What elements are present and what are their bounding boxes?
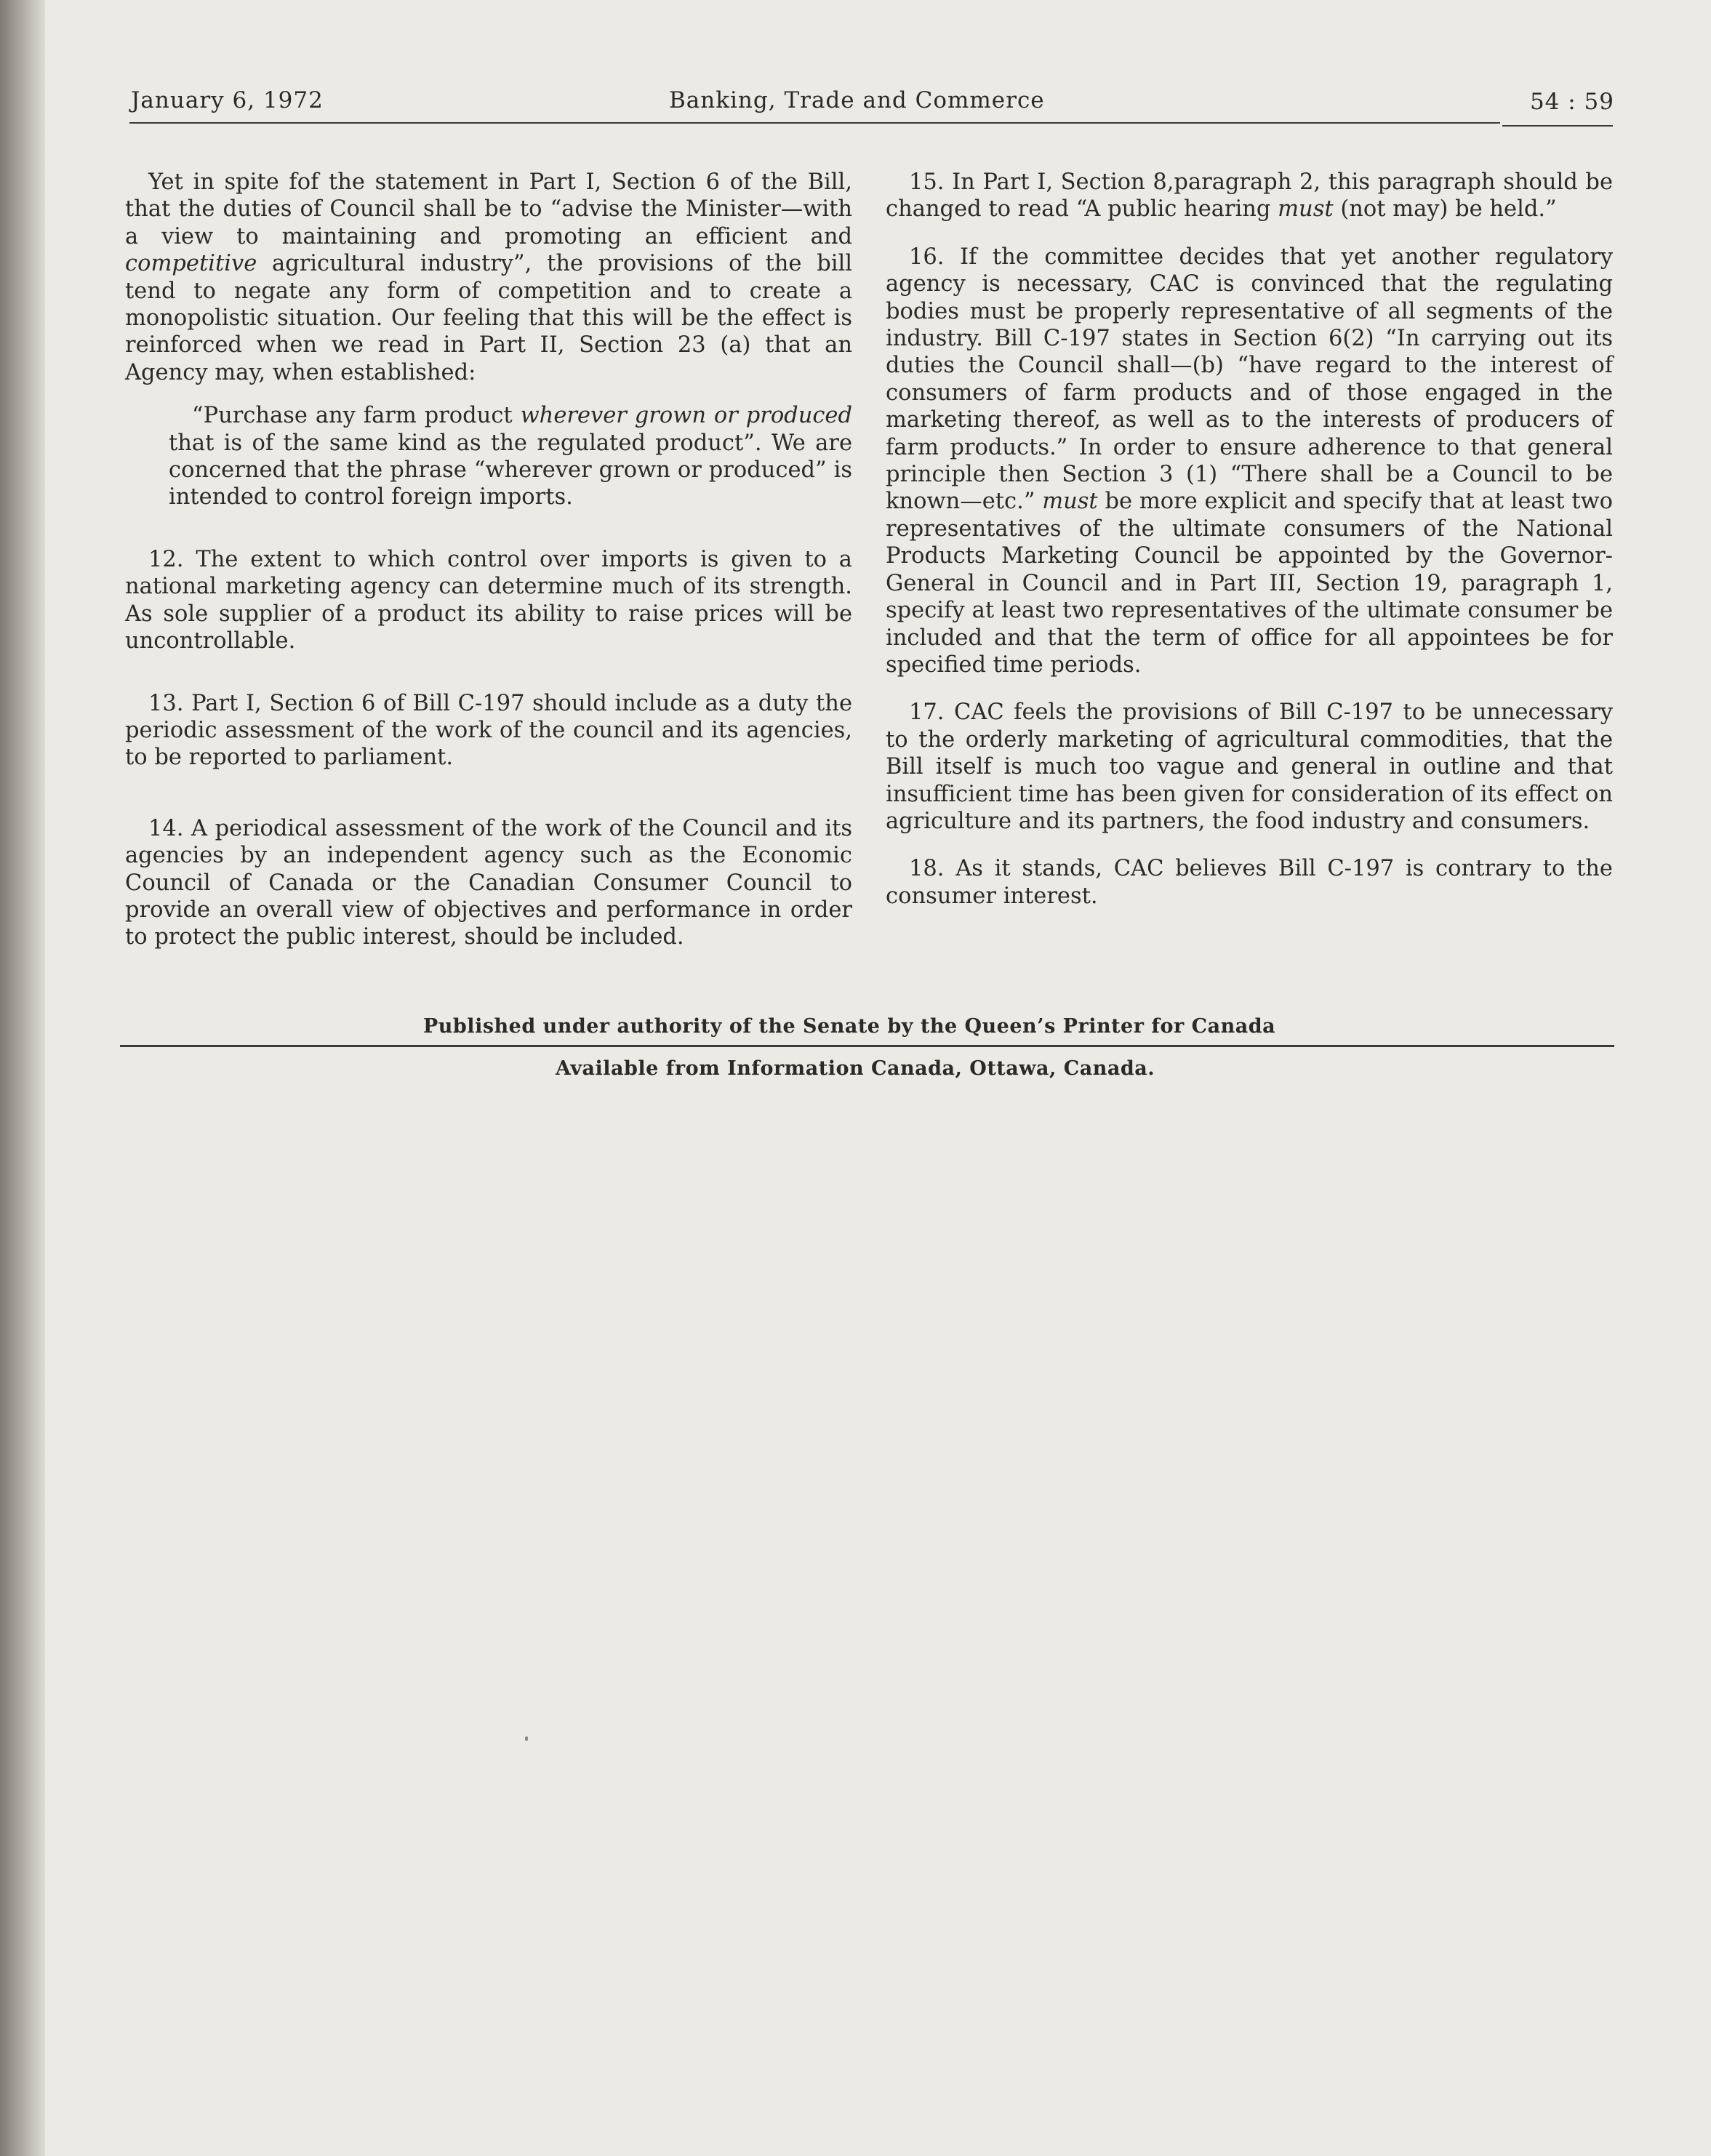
header-title: Banking, Trade and Commerce: [669, 87, 1045, 113]
right-column: [886, 169, 1613, 910]
paragraph-18: 18. As it stands, CAC believes Bill C-197 is contrary to the consumer interest.: [886, 856, 1613, 909]
paragraph-13: 13. Part I, Section 6 of Bill C-197 should include as a duty the periodic assessment of the work of the council and its agencies, to be reported to parliament.: [125, 690, 852, 771]
header-page-number: 54 : 59: [1529, 89, 1614, 115]
paper-speck: [525, 1736, 528, 1741]
left-column: [125, 169, 852, 951]
paragraph-17: 17. CAC feels the provisions of Bill C-197 to be unnecessary to the orderly marketing of agricultural commodities, that the Bill itself is much too vague and general in outline and that insufficient time has been given for consideration of its effect on agriculture and its partners, the food industry and consumers.: [886, 700, 1613, 834]
running-header: [131, 87, 1614, 131]
paragraph-14: 14. A periodical assessment of the work of the Council and its agencies by an independent agency such as the Economic Council of Canada or the Canadian Consumer Council to provide an overall view of objectives and performance in order to protect the public interest, should be included.: [125, 815, 852, 950]
footer-published-note: Published under authority of the Senate by the Queen’s Printer for Canada: [423, 1015, 1276, 1038]
footer-rule: [120, 1045, 1614, 1047]
header-date: January 6, 1972: [131, 87, 324, 113]
paragraph-15: 15. In Part I, Section 8,paragraph 2, this paragraph should be changed to read “A public hearing must (not may) be held.”: [886, 169, 1613, 223]
paragraph-intro: Yet in spite fof the statement in Part I, Section 6 of the Bill, that the duties of Council shall be to “advise the Minister—with a view to maintaining and promoting an efficient and competitive agricultural industry”, the provisions of the bill tend to negate any form of competition and to create a monopolistic situation. Our feeling that this will be the effect is reinforced when we read in Part II, Section 23 (a) that an Agency may, when established:: [125, 169, 852, 385]
paragraph-16: 16. If the committee decides that yet another regulatory agency is necessary, CAC is convinced that the regulating bodies must be properly representative of all segments of the industry. Bill C-197 states in Section 6(2) “In carrying out its duties the Council shall—(b) “have regard to the interest of consumers of farm products and of those engaged in the marketing thereof, as well as to the interests of producers of farm products.” In order to ensure adherence to that general principle then Section 3 (1) “There shall be a Council to be known—etc.” must be more explicit and specify that at least two representatives of the ultimate consumers of the National Products Marketing Council be appointed by the Governor-General in Council and in Part III, Section 19, paragraph 1, specify at least two representatives of the ultimate consumer be included and that the term of office for all appointees be for specified time periods.: [886, 244, 1613, 678]
paragraph-12: 12. The extent to which control over imports is given to a national marketing agency can determine much of its strength. As sole supplier of a product its ability to raise prices will be uncontrollable.: [125, 546, 852, 654]
header-rule-page-number: [1502, 125, 1613, 127]
header-rule: [129, 122, 1500, 124]
footer-availability-note: Available from Information Canada, Ottawa, Canada.: [556, 1057, 1155, 1080]
page-binding-edge: [0, 0, 45, 2156]
block-quote: “Purchase any farm product wherever grown or produced that is of the same kind as the regulated product”. We are concerned that the phrase “wherever grown or produced” is intended to control foreign imports.: [169, 403, 853, 510]
